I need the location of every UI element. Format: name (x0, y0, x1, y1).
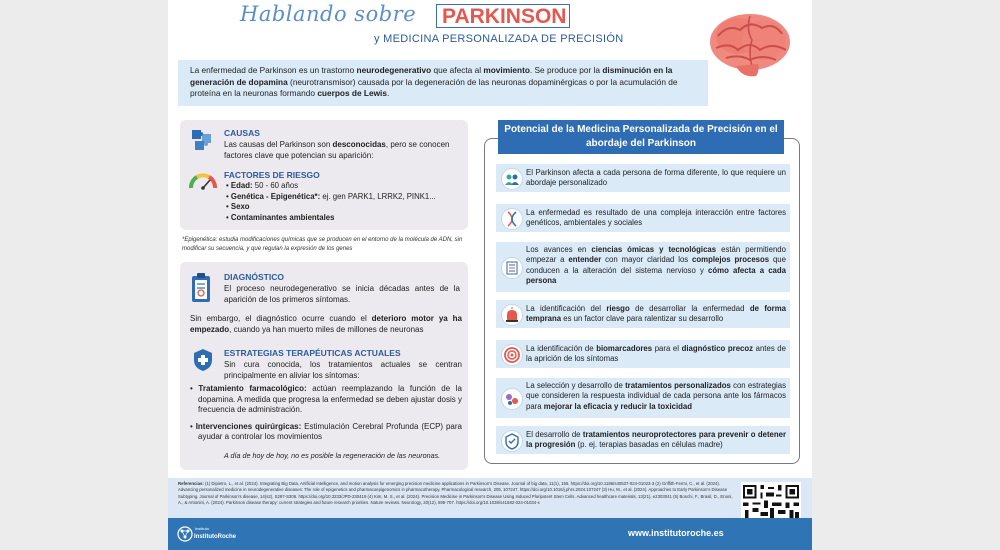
item-text: La identificación de biomarcadores para el diagnóstico precoz antes de la aprición de los síntomas (526, 344, 786, 364)
estrategias-closing: A día de hoy de hoy, no es posible la regeneración de las neuronas. (224, 451, 441, 460)
potencial-item-1 (496, 164, 790, 192)
item-text: El desarrollo de tratamientos neuroprotectores para prevenir o detener la progresión (p. ej. terapias basadas en células madre) (526, 430, 787, 450)
estrategia-item: • Tratamiento farmacológico: actúan reemplazando la función de la dopamina. A medida que progresa la enfermedad se deben ajustar dosis y frecuencia de administración. (190, 384, 462, 415)
shield-icon (192, 348, 214, 372)
dna-icon (501, 208, 523, 230)
neuron-icon (501, 430, 523, 452)
puzzle-icon (190, 128, 214, 154)
diagnostico-title: DIAGNÓSTICO (224, 272, 284, 282)
potencial-item-7 (496, 426, 790, 454)
diagnostico-p1: El proceso neurodegenerativo se inicia décadas antes de la aparición de los primeros síntomas. (224, 284, 460, 304)
factor-item: • Sexo (226, 202, 250, 211)
main-title: PARKINSON (442, 5, 567, 28)
factores-title: FACTORES DE RIESGO (224, 170, 320, 180)
item-text: Los avances en ciencias ómicas y tecnológicas están permitiendo empezar a entender con mayor claridad los complejos procesos que conducen a la alteración del sistema nervioso y cómo afecta a cada persona (526, 245, 786, 286)
factor-item: • Genética - Epigenética*: ej. gen PARK1, LRRK2, PINK1... (226, 191, 436, 201)
references-text: Referencias: (1) Dipietro, L., et al. (2024). Integrating Big Data, Artificial Intelligence, and motion analysis for emerging precision medicine applications in Parkinson's Disease. Journal of big data, 11(1), 155. https://doi.org/10.1186/s40537-024-01023-3 (2) Griffith-Fermi, C., et al. (2024). Advancing personalized medicine in neurodegenerative diseases: The role of epigenetics and pharmacoepigenomics in pharmacotherapy. Pharmacological research, 205, 107247. https://doi.org/10.1016/j.phrs.2024.107247 (3) Hu, M., et al. (2024). Approaches to Early Parkinson's Disease Subtyping. Journal of Parkinson's disease, 14(s2), S297-S306. https://doi.org/10.3233/JPD-230419 (4) Kim, M. S., et al. (2024). Precision Medicine in Parkinson's Disease Using Induced Pluripotent Stem Cells. Advanced healthcare materials, 13(21), e2303041 (5) Boschi, F., Brasil, D., Enoni, A., & Antonini, A. (2024). Parkinson disease therapy: current strategies and future research priorities. Nature reviews. Neurology, 20(12), 695-707. https://doi.org/10.1038/s41582-024-01034-x (178, 481, 733, 505)
potencial-item-2 (496, 204, 790, 232)
target-icon (501, 344, 523, 366)
alarm-icon (501, 304, 523, 326)
estrategias-title: ESTRATEGIAS TERAPÉUTICAS ACTUALES (224, 348, 401, 358)
brain-icon (706, 6, 794, 82)
item-text: El Parkinson afecta a cada persona de forma diferente, lo que requiere un abordaje personalizado (526, 168, 786, 188)
estrategias-list (188, 384, 462, 443)
footer-url-link[interactable]: www.institutoroche.es (628, 528, 724, 538)
footer-logo-small: Instituto (195, 526, 210, 531)
pills-icon (501, 388, 523, 410)
epigenetica-footnote: *Epigenética: estudia modificaciones químicas que se producen en el entorno de la molécula de ADN, sin modificar su secuencia, y que regulan la expresión de los genes (182, 237, 463, 252)
people-icon (501, 168, 523, 190)
item-text: La selección y desarrollo de tratamientos personalizados con estrategias que consideren la respuesta individual de cada persona ante los fármacos para mejorar la eficacia y reducir la toxicidad (526, 381, 787, 411)
potencial-item-3 (496, 242, 790, 292)
potencial-item-6 (496, 378, 790, 418)
footer-logo-text: InstitutoRoche (194, 534, 236, 540)
causas-title: CAUSAS (224, 128, 260, 138)
causas-text: Las causas del Parkinson son desconocidas, pero se conocen factores clave que potencian su aparición: (224, 140, 450, 160)
gauge-icon (188, 170, 218, 190)
potencial-header: Potencial de la Medicina Personalizada de Precisión en el abordaje del Parkinson (498, 120, 784, 154)
estrategia-item: • Intervenciones quirúrgicas: Estimulación Cerebral Profunda (ECP) para ayudar a controlar los movimientos (190, 421, 462, 442)
script-title: Hablando sobre (240, 2, 417, 26)
subtitle: y MEDICINA PERSONALIZADA DE PRECISIÓN (374, 33, 624, 45)
factores-list (226, 181, 464, 223)
potencial-item-5 (496, 340, 790, 368)
intro-box: La enfermedad de Parkinson es un trastorno neurodegenerativo que afecta al movimiento. Se produce por la disminución en la generación de dopamina (neurotransmisor) causada por la degeneración de las neuronas dopaminérgicas o por la acumulación de proteína en la neuronas formando cuerpos de Lewis. (178, 60, 708, 106)
item-text: La enfermedad es resultado de una compleja interacción entre factores genéticos, ambientales y sociales (526, 208, 786, 228)
instituto-roche-logo-icon (176, 524, 194, 544)
estrategias-intro: Sin cura conocida, los tratamientos actuales se centran principalmente en aliviar los síntomas: (224, 360, 462, 380)
potencial-item-4 (496, 300, 790, 328)
omics-icon (501, 257, 523, 279)
factor-item: • Edad: 50 - 60 años (226, 181, 299, 190)
item-text: La identificación del riesgo de desarrollar la enfermedad de forma temprana es un factor clave para ralentizar su desarrollo (526, 304, 786, 324)
clipboard-icon (190, 272, 212, 304)
poster (168, 0, 812, 550)
diagnostico-p2: Sin embargo, el diagnóstico ocurre cuando el deterioro motor ya ha empezado, cuando ya han muerto miles de millones de neuronas (190, 314, 462, 334)
factor-item: • Contaminantes ambientales (226, 212, 335, 222)
